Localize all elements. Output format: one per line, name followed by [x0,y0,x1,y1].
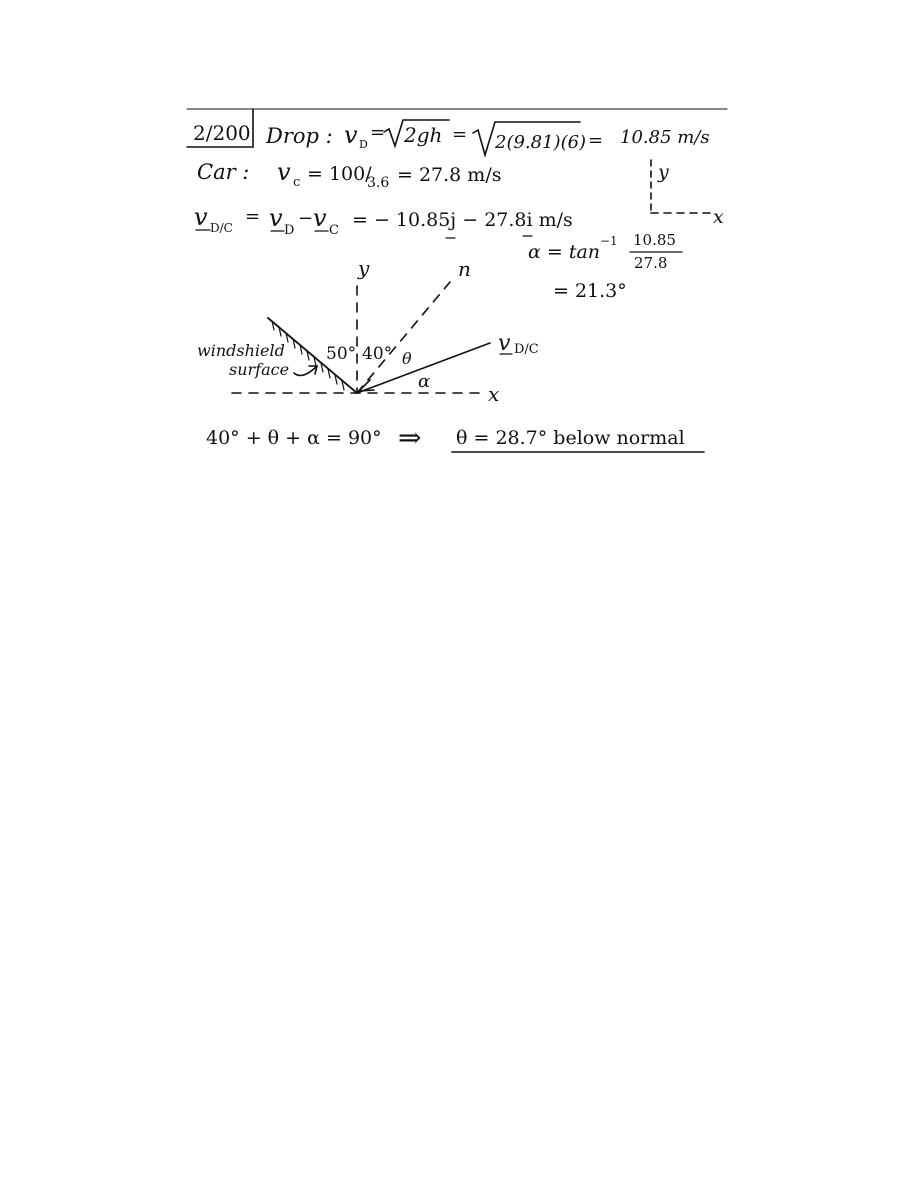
drop-label: Drop : [266,124,333,148]
rel-vd: v [269,204,283,232]
final-lhs: 40° + θ + α = 90° [206,427,382,449]
car-lhs-sub: c [293,175,301,190]
rel-vc-sub: C [329,223,339,238]
alpha-den: 27.8 [634,254,668,272]
drop-sqrt2: 2(9.81)(6) [495,132,587,153]
windshield-label: windshield [197,341,285,360]
rel-eq: = [245,206,261,227]
alpha-num: 10.85 [633,231,676,249]
final-arrow: ⇒ [398,421,422,454]
rel-vd-sub: D [284,223,295,238]
alpha-exp: −1 [600,234,618,248]
angle-50-label: 50° [326,344,357,364]
surface-pointer-arrow [294,366,317,375]
angle-40-label: 40° [362,344,393,364]
drop-lhs-sub: D [359,138,368,151]
drop-sqrt1: 2gh [404,123,443,147]
car-rhs-den: 3.6 [367,175,390,191]
alpha-label: α [418,371,431,392]
rel-vc: v [313,204,327,232]
problem-number: 2/200 [193,121,251,145]
drop-lhs: v [344,121,358,149]
final-rhs: θ = 28.7° below normal [456,427,685,449]
car-lhs: v [277,158,291,186]
alpha-result: = 21.3° [553,280,627,302]
diagram-x-label: x [488,382,500,406]
car-rhs-b: = 27.8 m/s [397,164,502,186]
axes-ref-y: y [658,161,669,183]
normal-label: n [458,257,471,281]
surface-label: surface [229,360,290,379]
drop-eq2: = [452,124,468,145]
theta-label: θ [402,349,412,368]
axes-reference [651,160,724,228]
rel-minus: − [298,208,314,229]
drop-eq3: = [588,130,604,151]
rel-rhs: = − 10.85j − 27.8i m/s [352,209,573,231]
drop-result: 10.85 m/s [620,127,710,148]
windshield-diagram [197,256,539,406]
car-rhs-a: = 100/ [307,163,372,185]
velocity-label-sub: D/C [514,342,539,357]
rel-lhs-sub: D/C [210,221,233,235]
diagram-y-label: y [358,256,370,280]
drop-eq1: = [370,122,386,143]
alpha-lhs: α = tan [528,241,601,263]
rel-lhs: v [194,203,208,231]
car-label: Car : [197,160,250,184]
axes-ref-x: x [713,206,724,228]
velocity-label: v [498,331,511,356]
